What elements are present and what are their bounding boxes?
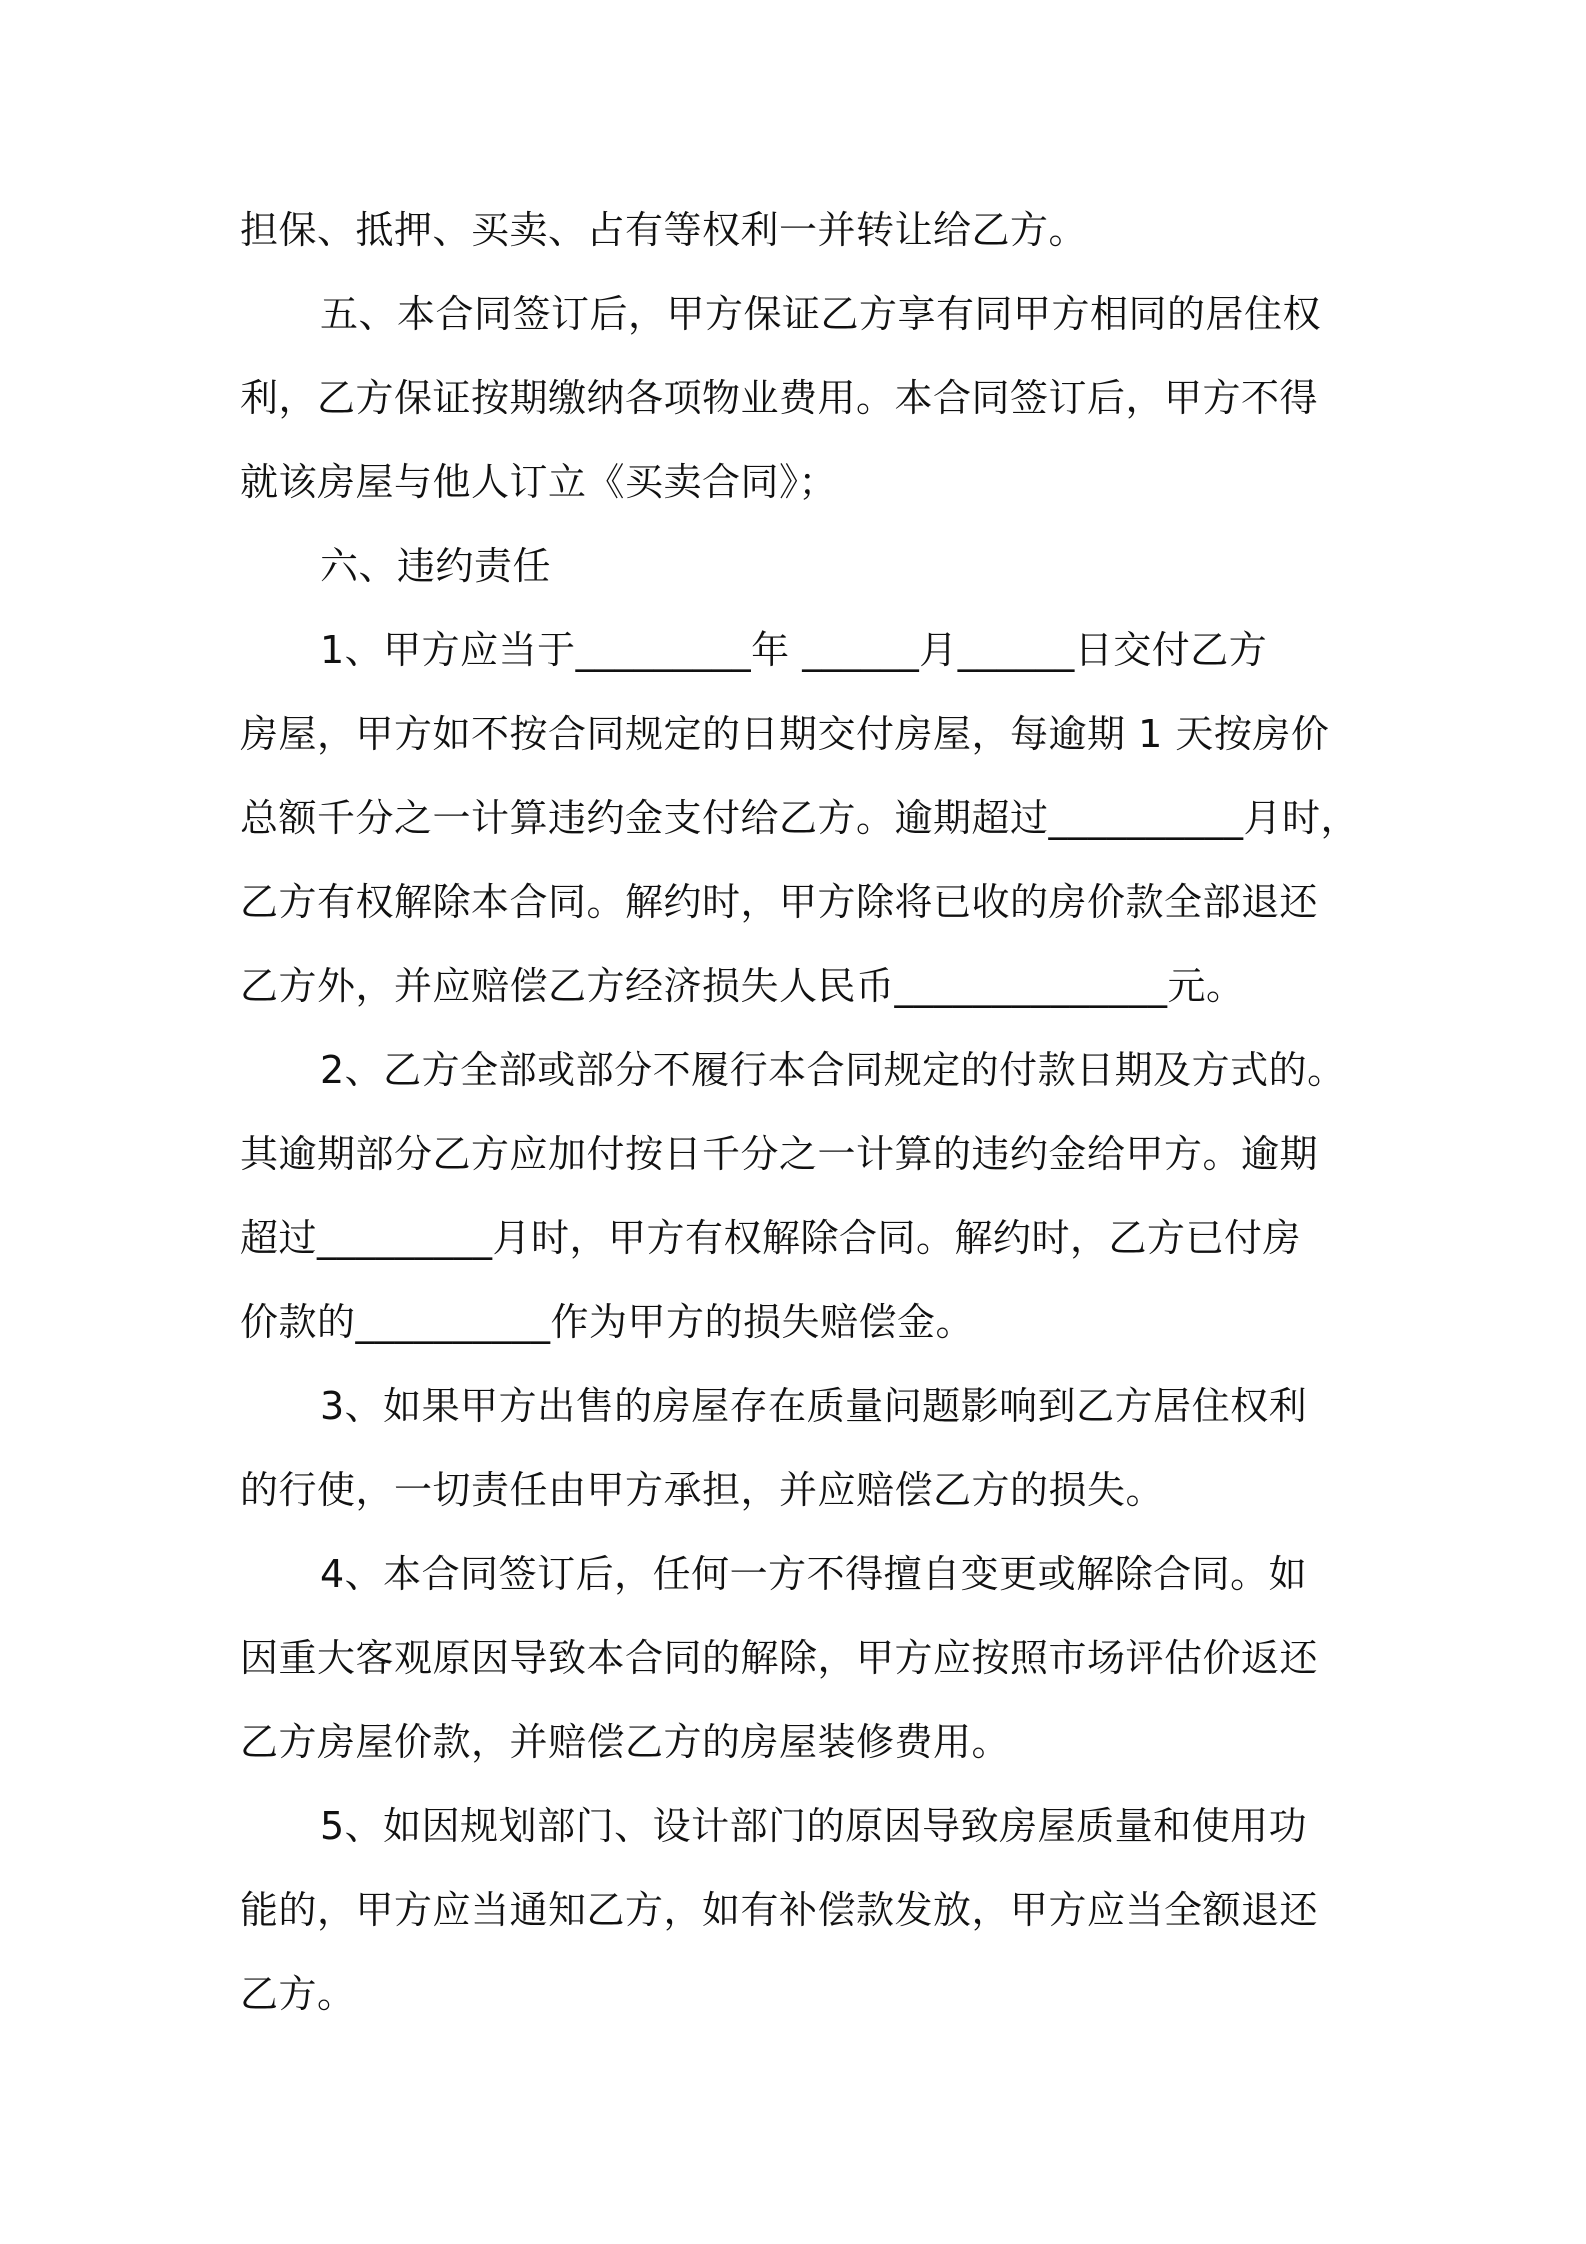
text-line: 房屋，甲方如不按合同规定的日期交付房屋，每逾期 1 天按房价: [240, 712, 1330, 756]
text-line: 其逾期部分乙方应加付按日千分之一计算的违约金给甲方。逾期: [240, 1132, 1319, 1176]
text-line: 乙方有权解除本合同。解约时，甲方除将已收的房价款全部退还: [240, 880, 1319, 924]
clause-4-line: 4、本合同签订后，任何一方不得擅自变更或解除合同。如: [320, 1552, 1308, 1596]
text-line: 能的，甲方应当通知乙方，如有补偿款发放，甲方应当全额退还: [240, 1888, 1319, 1932]
clause-3-line: 3、如果甲方出售的房屋存在质量问题影响到乙方居住权利: [320, 1384, 1308, 1428]
clause-2-line: 2、乙方全部或部分不履行本合同规定的付款日期及方式的。: [320, 1048, 1346, 1092]
text-line: 利，乙方保证按期缴纳各项物业费用。本合同签订后，甲方不得: [240, 376, 1319, 420]
text-line: 乙方外，并应赔偿乙方经济损失人民币______________元。: [240, 964, 1245, 1008]
clause-5-line: 五、本合同签订后，甲方保证乙方享有同甲方相同的居住权: [320, 292, 1322, 336]
text-line: 的行使，一切责任由甲方承担，并应赔偿乙方的损失。: [240, 1468, 1165, 1512]
text-line: 就该房屋与他人订立《买卖合同》；: [240, 460, 838, 504]
text-line: 乙方房屋价款，并赔偿乙方的房屋装修费用。: [240, 1720, 1011, 1764]
text-line: 因重大客观原因导致本合同的解除，甲方应按照市场评估价返还: [240, 1636, 1319, 1680]
text-line: 超过_________月时，甲方有权解除合同。解约时，乙方已付房: [240, 1216, 1302, 1260]
clause-5b-line: 5、如因规划部门、设计部门的原因导致房屋质量和使用功: [320, 1804, 1308, 1848]
clause-1-line: 1、甲方应当于_________年 ______月______日交付乙方: [320, 628, 1268, 672]
text-line: 担保、抵押、买卖、占有等权利一并转让给乙方。: [240, 208, 1088, 252]
section-heading-breach-liability: 六、违约责任: [320, 544, 552, 588]
text-line: 乙方。: [240, 1972, 356, 2016]
text-line: 总额千分之一计算违约金支付给乙方。逾期超过__________月时，: [240, 796, 1360, 840]
contract-body: [240, 188, 1360, 2036]
text-line: 价款的__________作为甲方的损失赔偿金。: [240, 1300, 975, 1344]
